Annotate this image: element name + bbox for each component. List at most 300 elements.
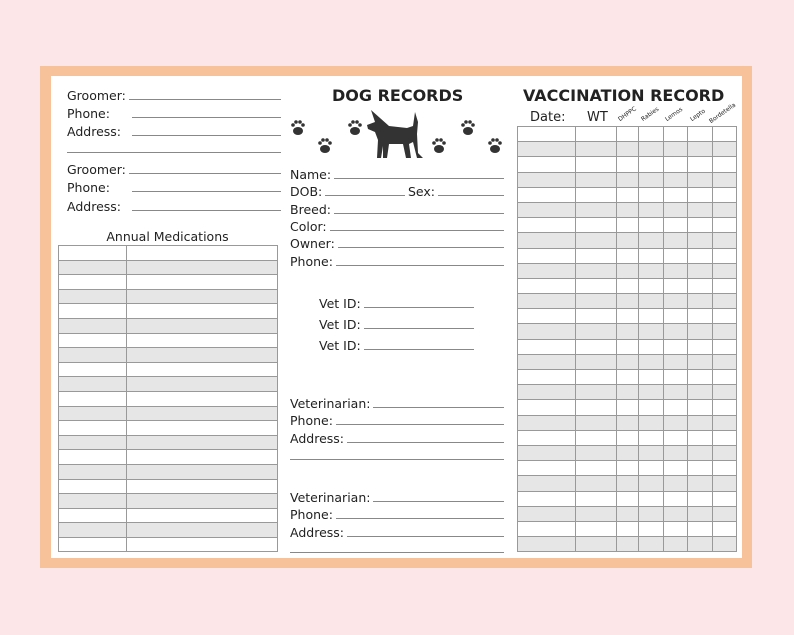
table-cell[interactable] [664,430,688,445]
table-cell[interactable] [712,263,736,278]
table-cell[interactable] [639,233,664,248]
table-cell[interactable] [518,263,576,278]
table-cell[interactable] [712,400,736,415]
table-cell[interactable] [712,370,736,385]
table-cell[interactable] [664,370,688,385]
table-cell[interactable] [576,430,617,445]
table-cell[interactable] [616,248,638,263]
table-cell[interactable] [518,294,576,309]
table-cell[interactable] [59,333,127,348]
veterinarian-2-field[interactable] [290,489,504,505]
table-cell[interactable] [518,461,576,476]
table-cell[interactable] [712,415,736,430]
table-cell[interactable] [616,278,638,293]
line [438,195,504,196]
table-cell[interactable] [576,385,617,400]
table-cell[interactable] [576,491,617,506]
table-cell[interactable] [664,491,688,506]
table-cell[interactable] [59,362,127,377]
table-cell[interactable] [576,172,617,187]
table-cell[interactable] [126,304,277,319]
table-cell[interactable] [639,142,664,157]
table-cell[interactable] [518,142,576,157]
table-cell[interactable] [688,278,712,293]
table-cell[interactable] [576,506,617,521]
owner-field[interactable] [290,235,504,251]
table-cell[interactable] [576,537,617,552]
table-cell[interactable] [664,506,688,521]
table-cell[interactable] [712,294,736,309]
table-row [59,275,278,290]
table-cell[interactable] [126,508,277,523]
table-cell[interactable] [639,521,664,536]
table-cell[interactable] [616,172,638,187]
table-cell[interactable] [576,445,617,460]
table-cell[interactable] [712,445,736,460]
table-cell[interactable] [616,339,638,354]
table-cell[interactable] [59,304,127,319]
table-cell[interactable] [126,333,277,348]
table-cell[interactable] [688,127,712,142]
table-cell[interactable] [639,202,664,217]
table-cell[interactable] [576,248,617,263]
table-cell[interactable] [576,370,617,385]
address-extra-line[interactable] [290,552,504,553]
table-row [518,278,737,293]
phone-field[interactable] [290,253,504,269]
table-cell[interactable] [616,506,638,521]
table-cell[interactable] [576,263,617,278]
table-cell[interactable] [688,354,712,369]
line [347,536,504,537]
color-field[interactable] [290,218,504,234]
table-row [59,450,278,465]
table-cell[interactable] [664,218,688,233]
table-cell[interactable] [664,127,688,142]
table-cell[interactable] [664,278,688,293]
table-cell[interactable] [616,354,638,369]
table-cell[interactable] [639,309,664,324]
table-row [59,348,278,363]
table-cell[interactable] [59,391,127,406]
table-cell[interactable] [576,461,617,476]
table-cell[interactable] [664,233,688,248]
veterinarian-2-address-field[interactable] [290,524,504,540]
table-cell[interactable] [616,430,638,445]
table-cell[interactable] [616,233,638,248]
table-cell[interactable] [712,172,736,187]
table-cell[interactable] [664,400,688,415]
table-cell[interactable] [518,127,576,142]
table-cell[interactable] [126,494,277,509]
table-cell[interactable] [639,461,664,476]
table-cell[interactable] [576,309,617,324]
table-cell[interactable] [576,233,617,248]
table-cell[interactable] [688,233,712,248]
table-cell[interactable] [688,400,712,415]
table-row [518,324,737,339]
table-cell[interactable] [59,450,127,465]
table-cell[interactable] [688,263,712,278]
table-cell[interactable] [712,233,736,248]
table-cell[interactable] [126,406,277,421]
table-cell[interactable] [712,157,736,172]
table-cell[interactable] [688,521,712,536]
table-cell[interactable] [639,263,664,278]
groomer-2-field[interactable] [67,161,281,177]
table-cell[interactable] [639,445,664,460]
table-cell[interactable] [639,278,664,293]
table-cell[interactable] [688,248,712,263]
paw-icon [461,120,475,135]
table-cell[interactable] [664,142,688,157]
paw-icon [318,138,332,153]
table-row [59,435,278,450]
table-cell[interactable] [664,537,688,552]
table-cell[interactable] [639,491,664,506]
label: Groomer: [67,162,126,177]
table-cell[interactable] [59,537,127,552]
table-cell[interactable] [616,157,638,172]
table-row [518,370,737,385]
table-cell[interactable] [59,260,127,275]
wt-header: WT [587,110,608,125]
label: Veterinarian: [290,490,371,505]
vet-id-field[interactable] [319,316,474,332]
veterinarian-2-phone-field[interactable] [290,506,504,522]
table-cell[interactable] [126,275,277,290]
table-cell[interactable] [616,537,638,552]
table-cell[interactable] [616,491,638,506]
table-cell[interactable] [712,521,736,536]
table-cell[interactable] [616,385,638,400]
table-cell[interactable] [576,476,617,491]
table-cell[interactable] [664,476,688,491]
table-cell[interactable] [126,435,277,450]
table-cell[interactable] [688,294,712,309]
vet-id-field[interactable] [319,337,474,353]
table-cell[interactable] [59,523,127,538]
table-cell[interactable] [518,354,576,369]
table-cell[interactable] [518,187,576,202]
table-cell[interactable] [616,400,638,415]
table-cell[interactable] [712,506,736,521]
table-cell[interactable] [639,339,664,354]
name-field[interactable] [290,166,504,182]
table-cell[interactable] [59,275,127,290]
table-cell[interactable] [576,324,617,339]
table-cell[interactable] [518,218,576,233]
table-row [518,354,737,369]
table-cell[interactable] [664,385,688,400]
table-cell[interactable] [712,339,736,354]
table-cell[interactable] [639,370,664,385]
paw-icon [488,138,502,153]
table-cell[interactable] [616,445,638,460]
table-cell[interactable] [712,324,736,339]
table-cell[interactable] [664,521,688,536]
groomer-2-address-field[interactable] [67,198,281,214]
table-cell[interactable] [639,172,664,187]
table-cell[interactable] [616,187,638,202]
table-cell[interactable] [664,354,688,369]
table-row [518,233,737,248]
table-cell[interactable] [664,248,688,263]
table-cell[interactable] [576,339,617,354]
table-cell[interactable] [576,187,617,202]
veterinarian-1-phone-field[interactable] [290,412,504,428]
table-cell[interactable] [688,385,712,400]
groomer-1-phone-field[interactable] [67,105,281,121]
groomer-1-field[interactable] [67,87,281,103]
table-cell[interactable] [688,506,712,521]
table-cell[interactable] [518,339,576,354]
table-cell[interactable] [639,430,664,445]
table-cell[interactable] [664,202,688,217]
table-cell[interactable] [576,354,617,369]
table-cell[interactable] [712,385,736,400]
table-cell[interactable] [639,127,664,142]
page-title: DOG RECORDS [332,86,464,105]
table-cell[interactable] [616,127,638,142]
table-cell[interactable] [126,362,277,377]
table-cell[interactable] [688,445,712,460]
table-cell[interactable] [688,172,712,187]
table-cell[interactable] [639,354,664,369]
table-cell[interactable] [688,370,712,385]
table-cell[interactable] [616,202,638,217]
table-cell[interactable] [518,248,576,263]
line [364,328,474,329]
table-cell[interactable] [576,202,617,217]
sex-field[interactable] [408,183,504,199]
label: Color: [290,219,327,234]
table-cell[interactable] [639,324,664,339]
table-cell[interactable] [616,218,638,233]
table-cell[interactable] [664,294,688,309]
table-cell[interactable] [664,461,688,476]
table-cell[interactable] [639,506,664,521]
table-cell[interactable] [576,294,617,309]
table-cell[interactable] [616,263,638,278]
table-cell[interactable] [126,289,277,304]
veterinarian-1-address-field[interactable] [290,430,504,446]
table-cell[interactable] [576,400,617,415]
table-row [59,537,278,552]
table-cell[interactable] [59,246,127,261]
table-cell[interactable] [59,289,127,304]
table-cell[interactable] [639,537,664,552]
table-cell[interactable] [518,445,576,460]
table-cell[interactable] [712,537,736,552]
table-cell[interactable] [576,127,617,142]
label: Address: [290,525,344,540]
table-cell[interactable] [576,218,617,233]
table-cell[interactable] [126,421,277,436]
table-cell[interactable] [712,461,736,476]
table-cell[interactable] [639,415,664,430]
table-cell[interactable] [664,339,688,354]
table-cell[interactable] [688,430,712,445]
table-cell[interactable] [518,385,576,400]
table-cell[interactable] [712,202,736,217]
table-cell[interactable] [518,370,576,385]
table-cell[interactable] [664,415,688,430]
table-cell[interactable] [712,278,736,293]
table-cell[interactable] [518,278,576,293]
table-cell[interactable] [59,479,127,494]
table-cell[interactable] [59,348,127,363]
table-cell[interactable] [518,157,576,172]
table-cell[interactable] [639,294,664,309]
table-cell[interactable] [59,464,127,479]
dog-icon [367,110,423,158]
table-cell[interactable] [616,476,638,491]
table-cell[interactable] [688,187,712,202]
table-row [59,318,278,333]
table-row [59,333,278,348]
table-cell[interactable] [576,142,617,157]
address-extra-line[interactable] [67,152,281,153]
table-cell[interactable] [664,309,688,324]
table-cell[interactable] [688,537,712,552]
table-cell[interactable] [59,508,127,523]
table-cell[interactable] [639,248,664,263]
table-cell[interactable] [688,218,712,233]
table-cell[interactable] [688,491,712,506]
table-cell[interactable] [688,202,712,217]
table-cell[interactable] [712,142,736,157]
table-cell[interactable] [688,324,712,339]
groomer-2-phone-field[interactable] [67,179,281,195]
table-cell[interactable] [616,309,638,324]
table-row [59,479,278,494]
table-cell[interactable] [664,263,688,278]
breed-field[interactable] [290,201,504,217]
table-cell[interactable] [639,476,664,491]
table-cell[interactable] [576,278,617,293]
table-cell[interactable] [639,218,664,233]
line [364,307,474,308]
label: Phone: [67,180,110,195]
table-cell[interactable] [688,461,712,476]
table-cell[interactable] [712,430,736,445]
table-cell[interactable] [688,142,712,157]
table-cell[interactable] [576,157,617,172]
label: Phone: [290,254,333,269]
table-cell[interactable] [712,354,736,369]
table-cell[interactable] [59,494,127,509]
table-cell[interactable] [518,521,576,536]
table-cell[interactable] [688,415,712,430]
table-cell[interactable] [616,461,638,476]
table-cell[interactable] [639,187,664,202]
address-extra-line[interactable] [290,459,504,460]
table-cell[interactable] [126,391,277,406]
groomer-1-address-field[interactable] [67,123,281,139]
table-cell[interactable] [639,400,664,415]
veterinarian-1-field[interactable] [290,395,504,411]
table-row [518,157,737,172]
table-cell[interactable] [126,523,277,538]
table-cell[interactable] [518,324,576,339]
table-cell[interactable] [518,506,576,521]
table-cell[interactable] [688,476,712,491]
dob-field[interactable] [290,183,405,199]
vet-id-field[interactable] [319,295,474,311]
table-cell[interactable] [639,157,664,172]
table-cell[interactable] [59,435,127,450]
table-cell[interactable] [126,246,277,261]
table-cell[interactable] [712,476,736,491]
table-cell[interactable] [576,521,617,536]
table-cell[interactable] [59,377,127,392]
table-cell[interactable] [126,479,277,494]
table-cell[interactable] [518,400,576,415]
table-cell[interactable] [712,309,736,324]
table-cell[interactable] [616,294,638,309]
line [132,117,281,118]
table-cell[interactable] [126,464,277,479]
table-cell[interactable] [126,260,277,275]
table-cell[interactable] [639,385,664,400]
table-cell[interactable] [664,172,688,187]
table-cell[interactable] [616,370,638,385]
line [373,407,504,408]
table-cell[interactable] [126,318,277,333]
table-cell[interactable] [664,324,688,339]
table-cell[interactable] [518,202,576,217]
table-cell[interactable] [712,248,736,263]
table-cell[interactable] [616,324,638,339]
date-header: Date: [530,110,566,125]
table-cell[interactable] [712,187,736,202]
table-cell[interactable] [616,142,638,157]
table-cell[interactable] [518,491,576,506]
table-cell[interactable] [616,415,638,430]
table-cell[interactable] [518,415,576,430]
table-cell[interactable] [126,377,277,392]
table-cell[interactable] [688,339,712,354]
table-cell[interactable] [59,406,127,421]
table-cell[interactable] [518,309,576,324]
table-cell[interactable] [616,521,638,536]
table-cell[interactable] [688,157,712,172]
table-cell[interactable] [126,537,277,552]
table-cell[interactable] [576,415,617,430]
table-cell[interactable] [126,348,277,363]
table-cell[interactable] [518,476,576,491]
table-cell[interactable] [664,187,688,202]
table-cell[interactable] [712,218,736,233]
table-row [59,246,278,261]
table-cell[interactable] [59,421,127,436]
line [336,518,504,519]
table-cell[interactable] [664,445,688,460]
table-cell[interactable] [518,233,576,248]
table-cell[interactable] [664,157,688,172]
table-cell[interactable] [688,309,712,324]
table-row [59,289,278,304]
table-cell[interactable] [518,430,576,445]
table-cell[interactable] [712,491,736,506]
table-cell[interactable] [518,172,576,187]
table-cell[interactable] [518,537,576,552]
label: Phone: [290,507,333,522]
table-cell[interactable] [59,318,127,333]
table-cell[interactable] [126,450,277,465]
table-cell[interactable] [712,127,736,142]
